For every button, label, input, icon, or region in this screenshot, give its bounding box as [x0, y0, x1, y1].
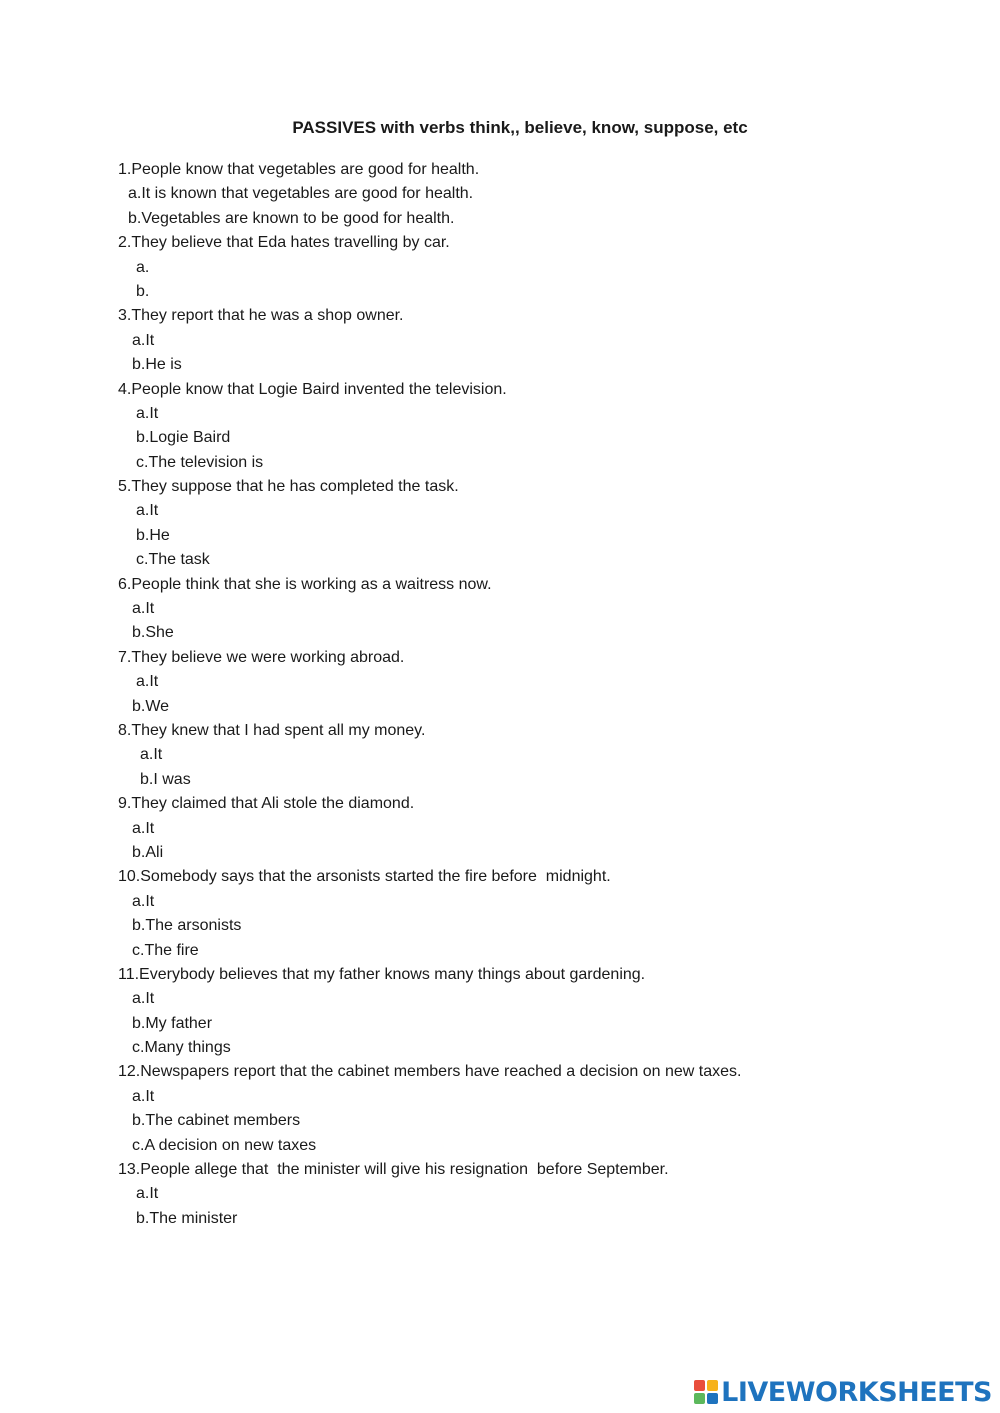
liveworksheets-logo-icon [694, 1380, 718, 1404]
answer-line: b.The minister [136, 1209, 238, 1227]
answer-line: c.The task [136, 551, 210, 569]
answer-line: b.My father [132, 1014, 213, 1032]
answer-line: b.The cabinet members [132, 1112, 301, 1130]
answer-line: a.It [132, 819, 155, 837]
question-prompt: 12.Newspapers report that the cabinet members have reached a decision on new taxes. [118, 1063, 742, 1081]
answer-line: a. [136, 258, 150, 276]
liveworksheets-brand [694, 1377, 992, 1407]
answer-line: a.It [132, 990, 155, 1008]
question-prompt: 4.People know that Logie Baird invented the television. [118, 380, 507, 398]
answer-line: c.The television is [136, 453, 264, 471]
answer-line: b.The arsonists [132, 917, 242, 935]
answer-line: c.The fire [132, 941, 199, 959]
worksheet-title: PASSIVES with verbs think,, believe, know, suppose, etc [292, 118, 748, 137]
question-prompt: 11.Everybody believes that my father knows many things about gardening. [118, 965, 646, 983]
answer-line: b.He [136, 526, 170, 544]
question-prompt: 10.Somebody says that the arsonists started the fire before midnight. [118, 868, 611, 886]
answer-line: a.It [132, 331, 155, 349]
answer-line: a.It [136, 502, 159, 520]
question-prompt: 13.People allege that the minister will give his resignation before September. [118, 1161, 669, 1179]
logo-square [694, 1380, 705, 1391]
answer-line: c.Many things [132, 1039, 231, 1057]
logo-square [707, 1393, 718, 1404]
logo-square [707, 1380, 718, 1391]
question-prompt: 8.They knew that I had spent all my money. [118, 721, 426, 739]
answer-line: a.It [132, 600, 155, 618]
answer-line: b.We [132, 697, 170, 715]
question-prompt: 7.They believe we were working abroad. [118, 648, 405, 666]
answer-line: b.She [132, 624, 174, 642]
answer-line: a.It [132, 892, 155, 910]
answer-line: a.It [132, 1087, 155, 1105]
question-prompt: 5.They suppose that he has completed the task. [118, 478, 459, 496]
answer-line: b.Ali [132, 843, 164, 861]
logo-square [694, 1393, 705, 1404]
brand-wordmark: LIVEWORKSHEETS [721, 1376, 992, 1408]
answer-line: b.He is [132, 356, 182, 374]
answer-line: b.I was [140, 770, 191, 788]
question-prompt: 1.People know that vegetables are good for health. [118, 161, 480, 178]
answer-line: c.A decision on new taxes [132, 1136, 317, 1154]
question-prompt: 6.People think that she is working as a waitress now. [118, 575, 492, 593]
answer-line: b.Logie Baird [136, 429, 231, 447]
answer-line: a.It is known that vegetables are good for health. [128, 185, 474, 203]
answer-line: a.It [136, 404, 159, 422]
question-prompt: 3.They report that he was a shop owner. [118, 307, 404, 325]
answer-line: b.Vegetables are known to be good for health. [128, 209, 455, 227]
answer-line: a.It [140, 746, 163, 764]
answer-line: b. [136, 282, 150, 300]
answer-line: a.It [136, 673, 159, 691]
question-list [118, 158, 918, 1231]
question-prompt: 9.They claimed that Ali stole the diamond. [118, 795, 415, 813]
answer-line: a.It [136, 1185, 159, 1203]
question-prompt: 2.They believe that Eda hates travelling by car. [118, 234, 450, 252]
